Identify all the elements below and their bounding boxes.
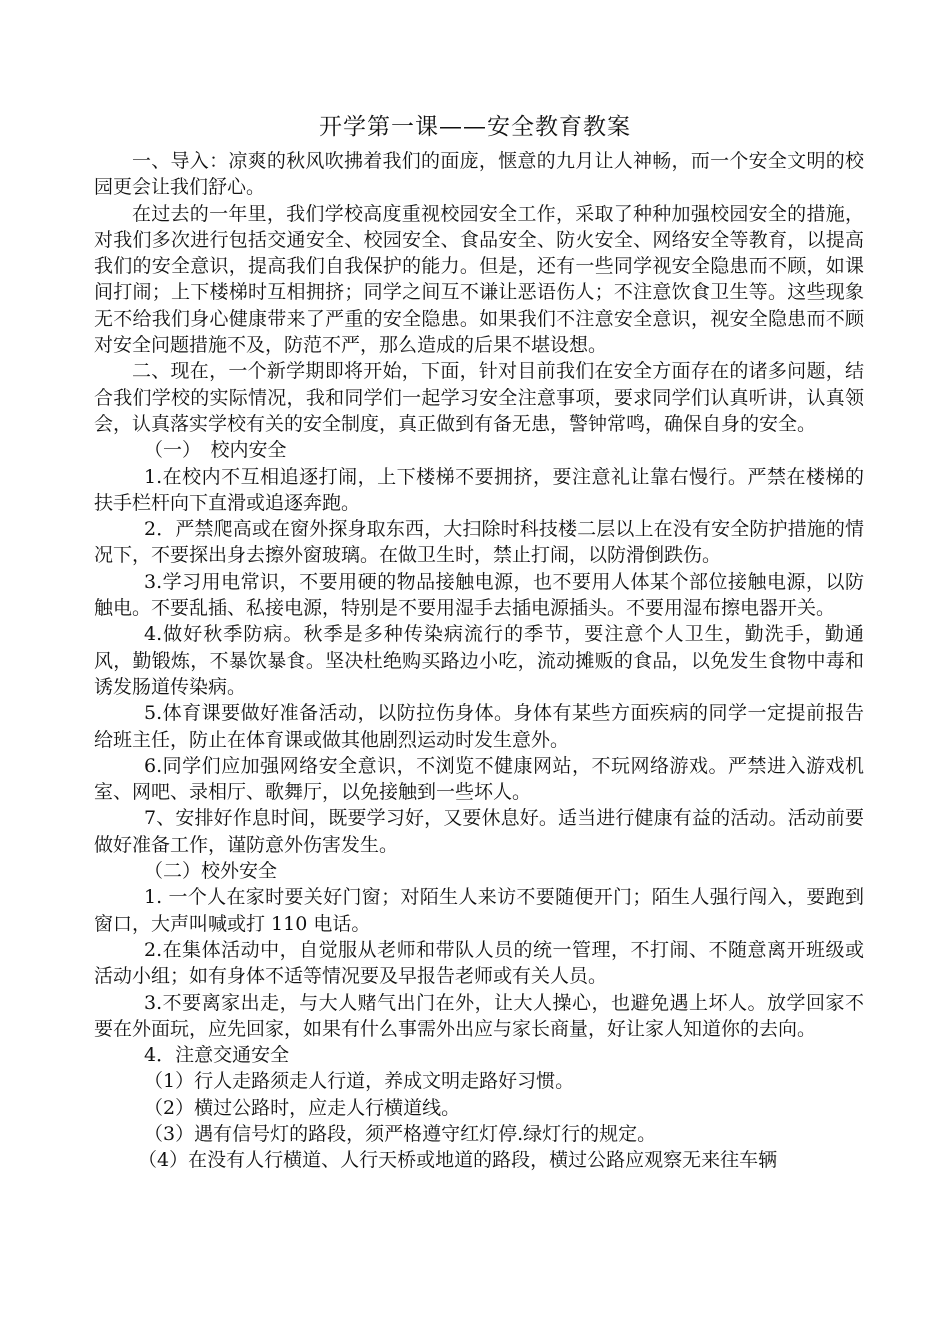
traffic-rule-item: （4）在没有人行横道、人行天桥或地道的路段，横过公路应观察无来往车辆 xyxy=(138,1149,778,1172)
list-item: 4.做好秋季防病。秋季是多种传染病流行的季节，要注意个人卫生，勤洗手，勤通风，勤锻炼，不暴饮暴食。坚决杜绝购买路边小吃，流动摊贩的食品，以免发生食物中毒和诱发肠道传染病。 xyxy=(94,623,864,698)
list-item: 1. 一个人在家时要关好门窗；对陌生人来访不要随便开门；陌生人强行闯入，要跑到窗口，大声叫喊或打 110 电话。 xyxy=(94,886,864,935)
list-item: 3.学习用电常识，不要用硬的物品接触电源，也不要用人体某个部位接触电源，以防触电。不要乱插、私接电源，特别是不要用湿手去插电源插头。不要用湿布擦电器开关。 xyxy=(94,570,864,620)
list-item: 2．严禁爬高或在窗外探身取东西，大扫除时科技楼二层以上在没有安全防护措施的情况下，不要探出身去擦外窗玻璃。在做卫生时，禁止打闹，以防滑倒跌伤。 xyxy=(94,518,864,567)
traffic-rule-item: （1）行人走路须走人行道，养成文明走路好习惯。 xyxy=(144,1070,575,1093)
traffic-rule-item: （3）遇有信号灯的路段，须严格遵守红灯停.绿灯行的规定。 xyxy=(144,1122,657,1145)
list-item: 7、安排好作息时间，既要学习好，又要休息好。适当进行健康有益的活动。活动前要做好准备工作，谨防意外伤害发生。 xyxy=(94,807,864,856)
list-item: 5.体育课要做好准备活动，以防拉伤身体。身体有某些方面疾病的同学一定提前报告给班主任，防止在体育课或做其他剧烈运动时发生意外。 xyxy=(94,702,864,751)
list-item: 4．注意交通安全 xyxy=(144,1044,290,1067)
paragraph-past-year: 在过去的一年里，我们学校高度重视校园安全工作，采取了种种加强校园安全的措施，对我们多次进行包括交通安全、校园安全、食品安全、防火安全、网络安全等教育，以提高我们的安全意识，提高我们自我保护的能力。但是，还有一些同学视安全隐患而不顾，如课间打闹；上下楼梯时互相拥挤；同学之间互不谦让恶语伤人；不注意饮食卫生等。这些现象无不给我们身心健康带来了严重的安全隐患。如果我们不注意安全意识，视安全隐患而不顾对安全问题措施不及，防范不严，那么造成的后果不堪设想。 xyxy=(94,202,864,357)
section-heading-in-school: （一） 校内安全 xyxy=(144,439,287,462)
document-title: 开学第一课——安全教育教案 xyxy=(319,114,631,140)
paragraph-new-semester: 二、现在，一个新学期即将开始，下面，针对目前我们在安全方面存在的诸多问题，结合我们学校的实际情况，我和同学们一起学习安全注意事项，要求同学们认真听讲，认真领会，认真落实学校有关的安全制度，真正做到有备无患，警钟常鸣，确保自身的安全。 xyxy=(94,360,864,435)
paragraph-intro: 一、导入：凉爽的秋风吹拂着我们的面庞，惬意的九月让人神畅，而一个安全文明的校园更会让我们舒心。 xyxy=(94,150,864,199)
list-item: 6.同学们应加强网络安全意识，不浏览不健康网站，不玩网络游戏。严禁进入游戏机室、网吧、录相厅、歌舞厅，以免接触到一些坏人。 xyxy=(94,754,864,804)
document-body xyxy=(94,148,864,1174)
traffic-rule-item: （2）横过公路时，应走人行横道线。 xyxy=(144,1096,461,1119)
list-item: 2.在集体活动中，自觉服从老师和带队人员的统一管理，不打闹、不随意离开班级或活动小组；如有身体不适等情况要及早报告老师或有关人员。 xyxy=(94,938,864,988)
list-item: 3.不要离家出走，与大人赌气出门在外，让大人操心，也避免遇上坏人。放学回家不要在外面玩，应先回家，如果有什么事需外出应与家长商量，好让家人知道你的去向。 xyxy=(94,991,864,1040)
section-heading-out-of-school: （二）校外安全 xyxy=(144,860,278,883)
list-item: 1.在校内不互相追逐打闹，上下楼梯不要拥挤，要注意礼让靠右慢行。严禁在楼梯的扶手栏杆向下直滑或追逐奔跑。 xyxy=(94,465,864,514)
